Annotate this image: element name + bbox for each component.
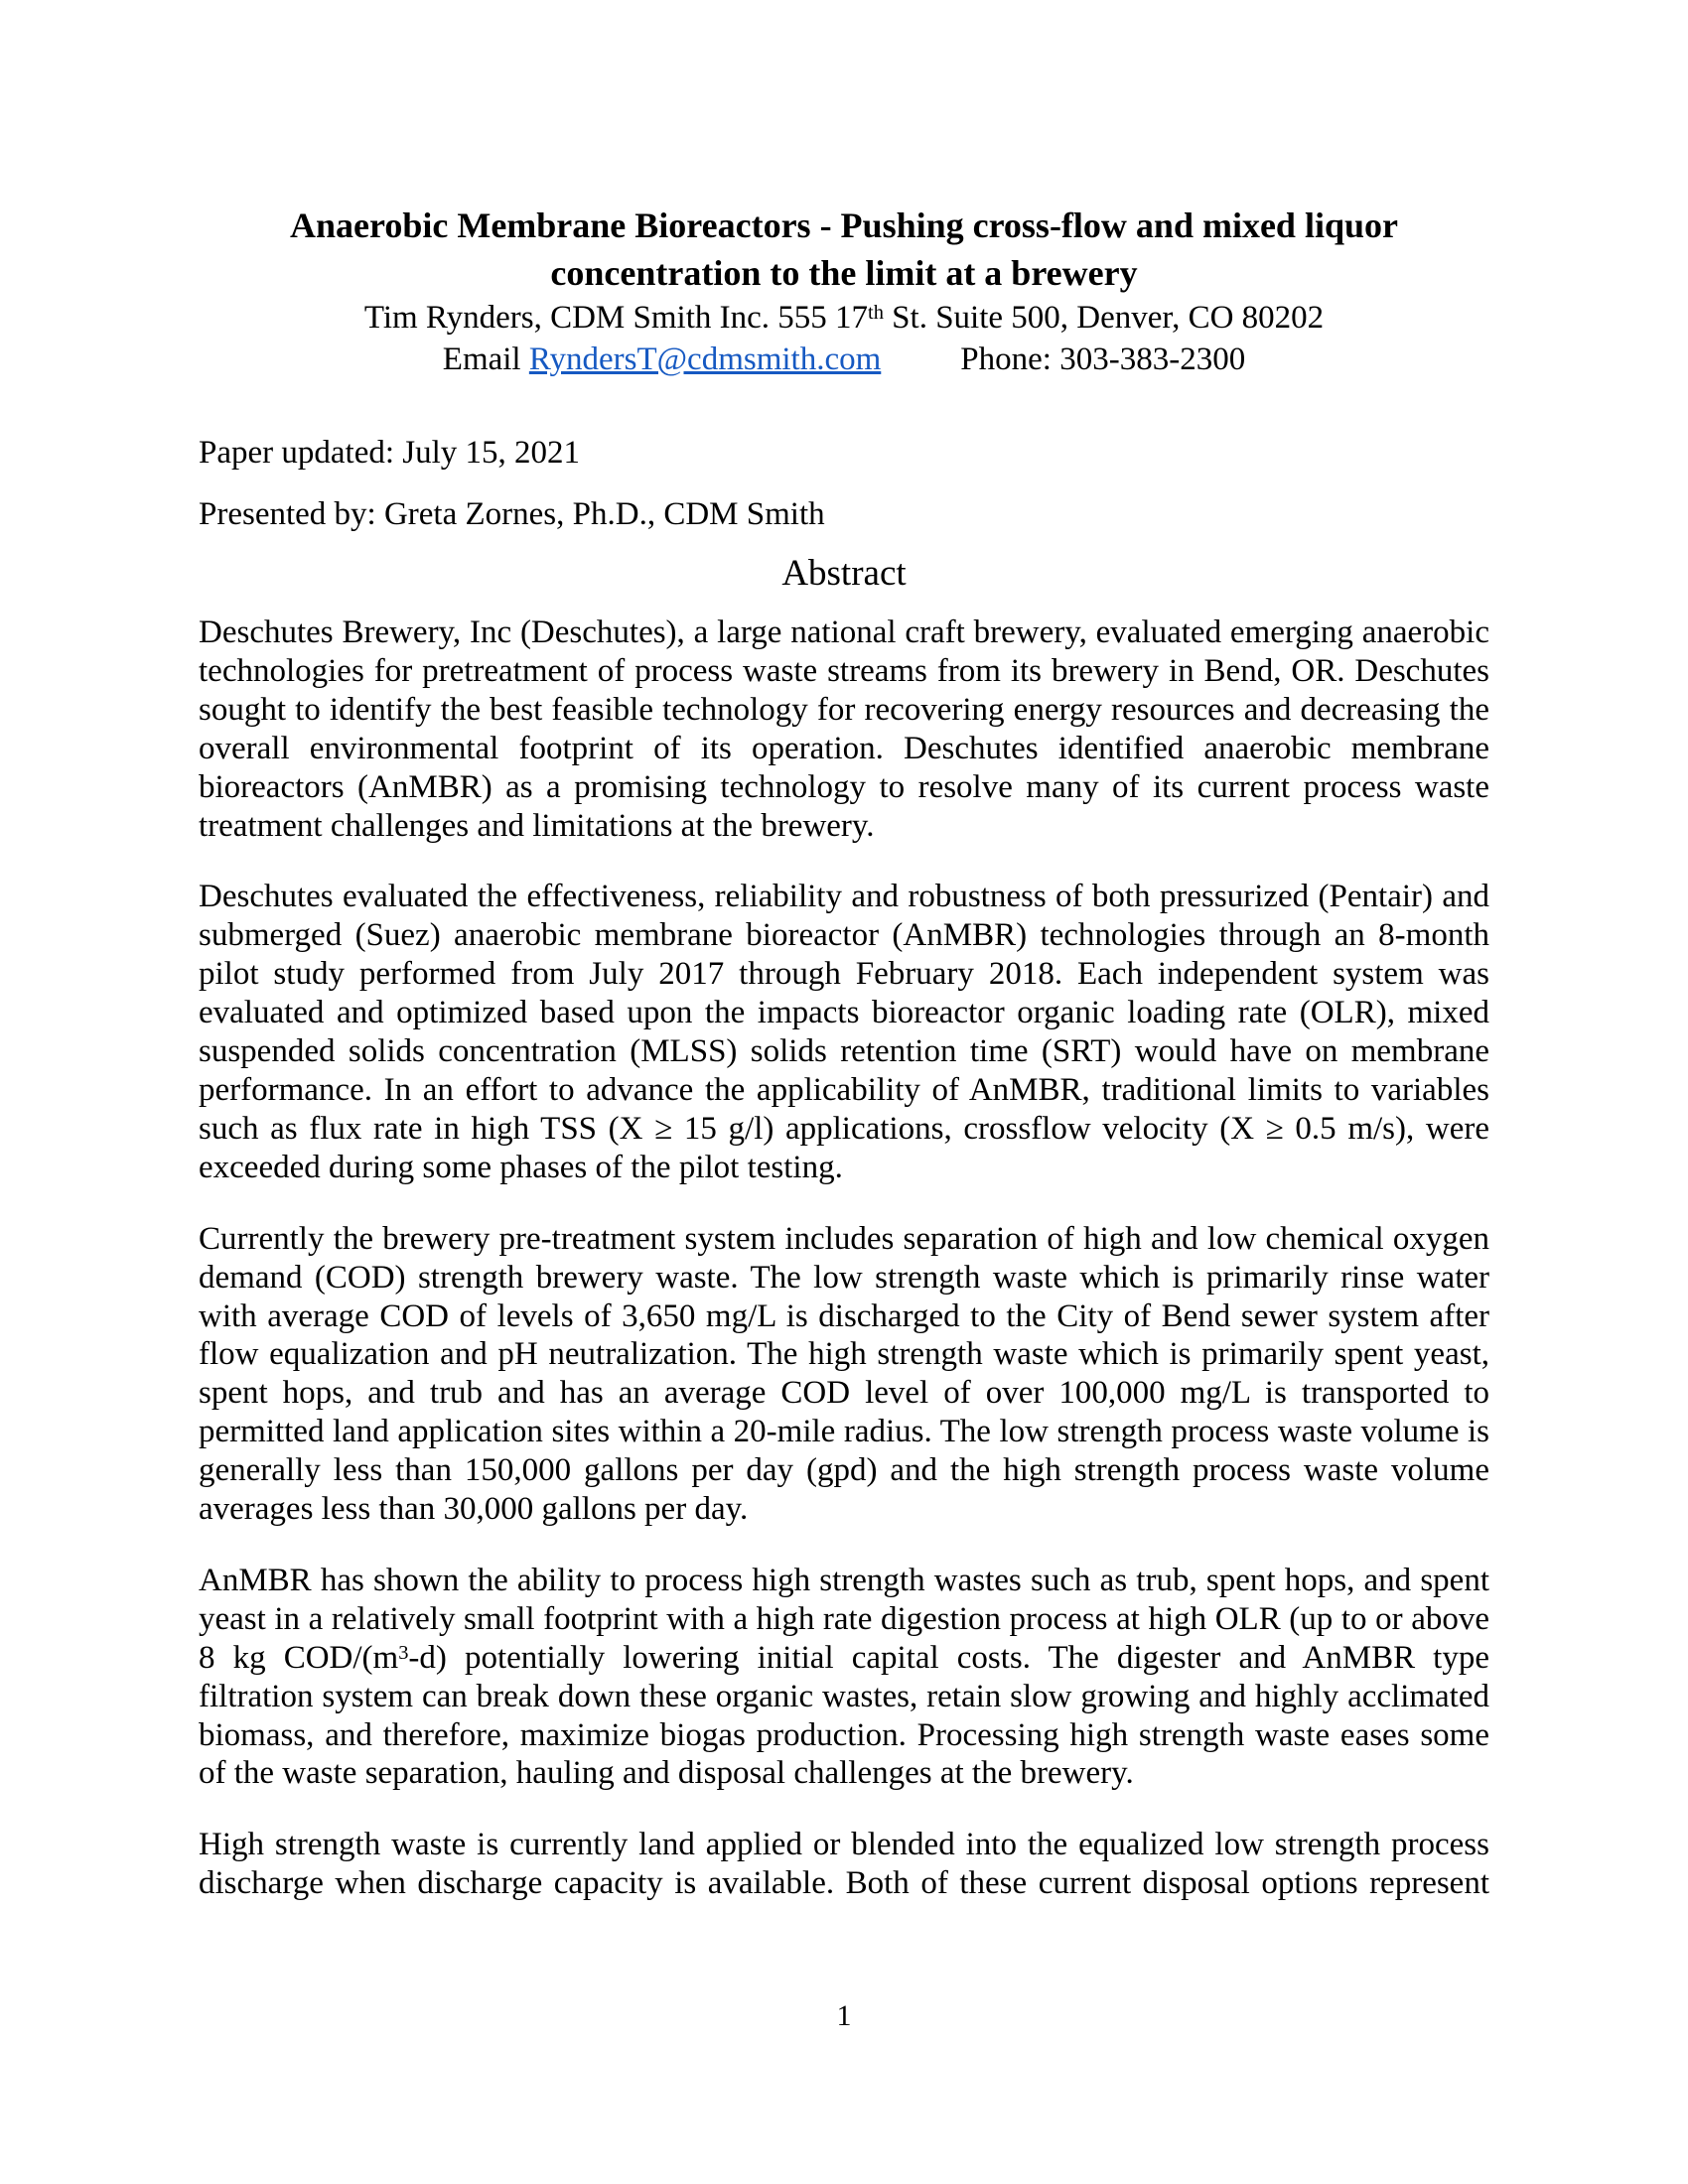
paragraph-4-text: AnMBR has shown the ability to process high strength wastes such as trub, spent hops, and spent yeast in a relatively small footprint with a high rate digestion process at high OLR (up to or above 8 kg COD/(m <box>199 1562 1489 1676</box>
abstract-paragraph-4 <box>199 1562 1489 1793</box>
cubic-meter-superscript: 3 <box>398 1641 409 1664</box>
author-superscript: th <box>868 301 884 324</box>
page-number: 1 <box>836 1999 852 2032</box>
paper-updated-line: Paper updated: July 15, 2021 <box>199 435 581 471</box>
author-line <box>199 297 1489 339</box>
phone-text: Phone: 303-383-2300 <box>960 341 1246 377</box>
author-text-cont: St. Suite 500, Denver, CO 80202 <box>883 300 1325 336</box>
abstract-heading: Abstract <box>781 553 907 594</box>
email-link[interactable]: RyndersT@cdmsmith.com <box>528 341 882 377</box>
abstract-paragraph-1: Deschutes Brewery, Inc (Deschutes), a large national craft brewery, evaluated emerging anaerobic technologies for pretreatment of process waste streams from its brewery in Bend, OR. Deschutes sought to identify the best feasible technology for recovering energy resources and decreasing the overall environmental footprint of its operation. Deschutes identified anaerobic membrane bioreactors (AnMBR) as a promising technology to resolve many of its current process waste treatment challenges and limitations at the brewery. <box>199 614 1489 844</box>
paragraph-4-text-cont: -d) potentially lowering initial capital costs. The digester and AnMBR type filtration system can break down these organic wastes, retain slow growing and highly acclimated biomass, and therefore, maximize biogas production. Processing high strength waste eases some of the waste separation, hauling and disposal challenges at the brewery. <box>199 1639 1489 1792</box>
abstract-paragraph-2: Deschutes evaluated the effectiveness, reliability and robustness of both pressurized (Pentair) and submerged (Suez) anaerobic membrane bioreactor (AnMBR) technologies through an 8-month pilot study performed from July 2017 through February 2018. Each independent system was evaluated and optimized based upon the impacts bioreactor organic loading rate (OLR), mixed suspended solids concentration (MLSS) solids retention time (SRT) would have on membrane performance. In an effort to advance the applicability of AnMBR, traditional limits to variables such as flux rate in high TSS (X ≥ 15 g/l) applications, crossflow velocity (X ≥ 0.5 m/s), were exceeded during some phases of the pilot testing. <box>199 879 1489 1185</box>
presented-by-line: Presented by: Greta Zornes, Ph.D., CDM Smith <box>199 496 825 532</box>
email-label: Email <box>442 341 529 377</box>
abstract-paragraph-3: Currently the brewery pre-treatment system includes separation of high and low chemical oxygen demand (COD) strength brewery waste. The low strength waste which is primarily rinse water with average COD of levels of 3,650 mg/L is discharged to the City of Bend sewer system after flow equalization and pH neutralization. The high strength waste which is primarily spent yeast, spent hops, and trub and has an average COD level of over 100,000 mg/L is transported to permitted land application sites within a 20-mile radius. The low strength process waste volume is generally less than 150,000 gallons per day (gpd) and the high strength process waste volume averages less than 30,000 gallons per day. <box>199 1220 1489 1528</box>
abstract-paragraph-5: High strength waste is currently land applied or blended into the equalized low strength process discharge when discharge capacity is available. Both of these current disposal options represent <box>199 1827 1489 1902</box>
page-content <box>199 0 1489 1903</box>
contact-line <box>199 339 1489 380</box>
author-text: Tim Rynders, CDM Smith Inc. 555 17 <box>363 300 869 336</box>
paper-title: Anaerobic Membrane Bioreactors - Pushing cross-flow and mixed liquor concentration to the limit at a brewery <box>290 205 1398 293</box>
